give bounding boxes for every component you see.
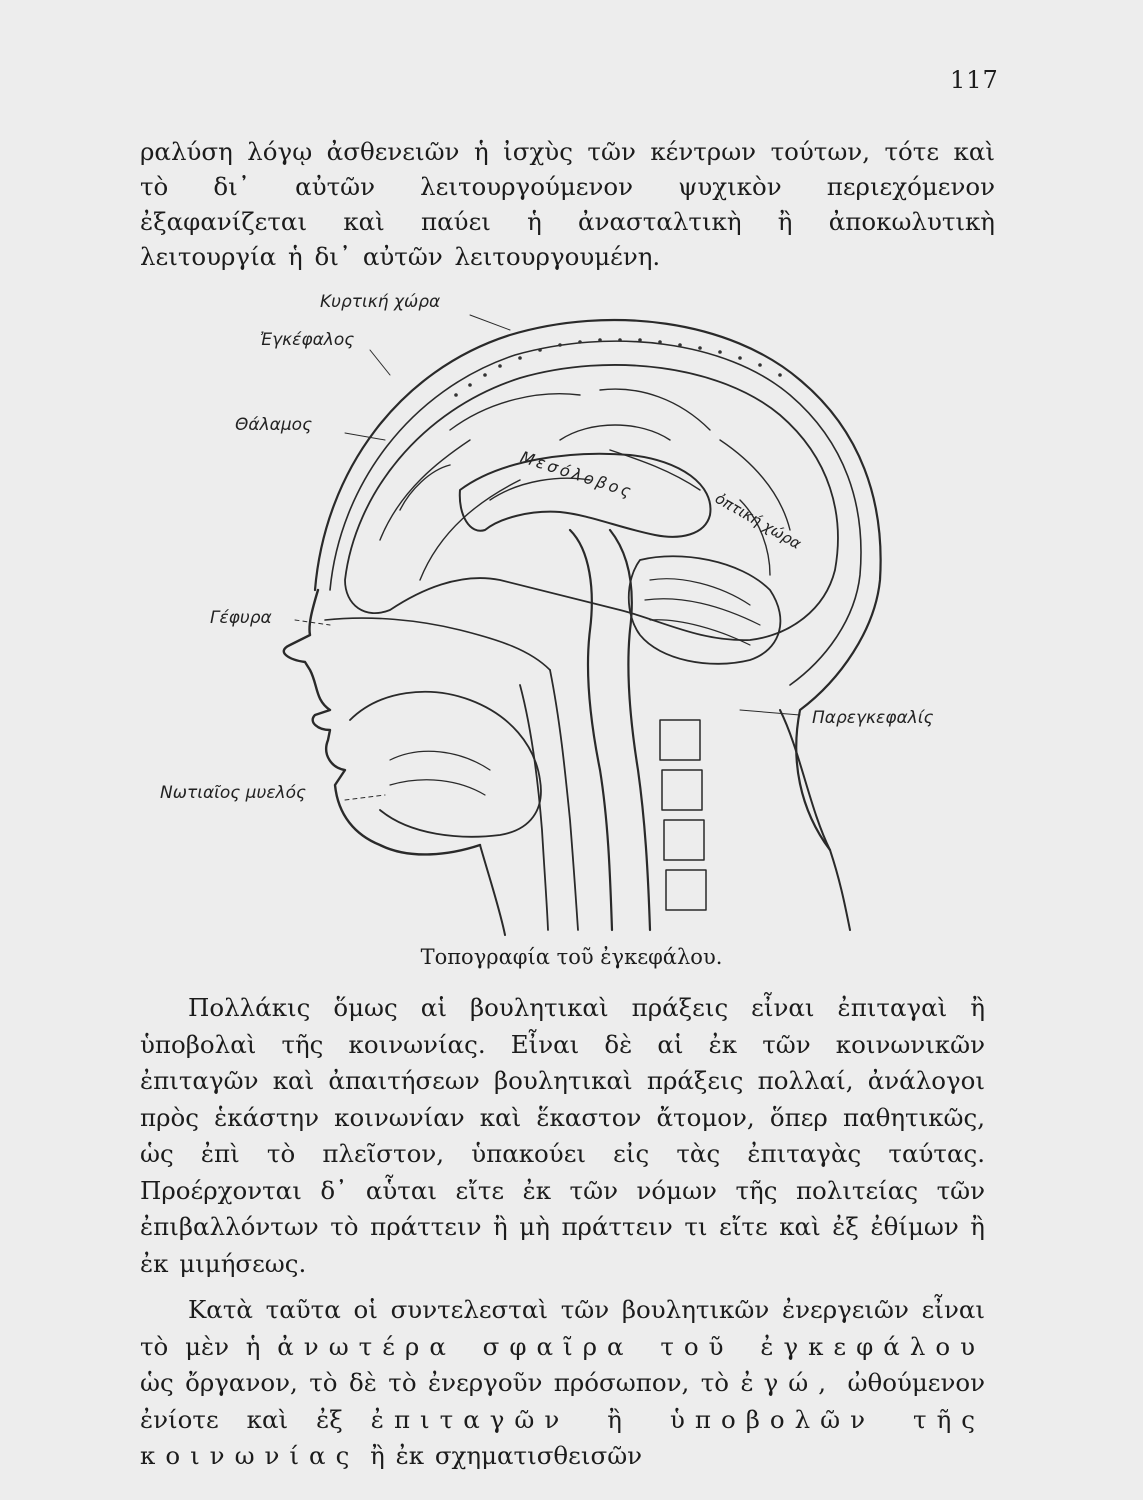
nasal-cavity [325,618,550,670]
label-bridge: Γέφυρα [210,608,272,628]
paragraph-2-part-3: ὠθούμενον ἐνίοτε καὶ ἐξ [140,1368,985,1434]
paragraph-2-part-1: Κατὰ ταῦτα οἱ συντελεσταὶ τῶν βουλητικῶν ἐνεργειῶν εἶναι τὸ μὲν ἡ [140,1295,985,1361]
figure-caption: Τοπογραφία τοῦ ἐγκεφάλου. [420,945,723,969]
cerebellum [629,556,781,664]
paragraph-2-spaced-2: ἐγώ, [740,1368,837,1397]
paragraph-2-part-2: ὡς ὄργανον, τὸ δὲ τὸ ἐνεργοῦν πρόσωπον, τὸ [140,1368,730,1397]
face-profile [284,590,480,854]
label-skull: Κυρτική χώρα [320,292,441,312]
top-paragraph: ραλύση λόγῳ ἀσθενειῶν ἡ ἰσχὺς τῶν κέντρων τούτων, τότε καὶ τὸ δι᾿ αὐτῶν λειτουργούμενον ψυχικὸν περιεχόμενον ἐξαφανίζεται καὶ παύει ἡ ἀνασταλτικὴ ἢ ἀποκωλυτικὴ λειτουργία ἡ δι᾿ αὐτῶν λειτουργουμένη. [140,137,995,271]
paragraph-2-spaced-1: ἀνωτέρα σφαῖρα τοῦ ἐγκεφάλου [277,1331,985,1361]
label-occipital: ὀπτική χώρα [711,489,805,553]
body-text [140,990,985,1475]
label-spinal-cord: Νωτιαῖος μυελός [160,783,306,803]
label-medulla: Παρεγκεφαλίς [812,708,934,728]
page-number: 117 [950,66,999,94]
neck-back [780,710,850,930]
label-brain: Ἐγκέφαλος [260,330,355,350]
brainstem [570,530,612,930]
paragraph-2-part-4: ἢ ἐκ σχηματισθεισῶν [370,1441,643,1470]
label-mesolobos: Μεσόλοβος [517,447,637,502]
label-thalamus: Θάλαμος [235,415,313,435]
paragraph-1: Πολλάκις ὅμως αἱ βουλητικαὶ πράξεις εἶναι ἐπιταγαὶ ἢ ὑποβολαὶ τῆς κοινωνίας. Εἶναι δὲ αἱ ἐκ τῶν κοινωνικῶν ἐπιταγῶν καὶ ἀπαιτήσεων βουλητικαὶ πράξεις πολλαί, ἀνάλογοι πρὸς ἑκάστην κοινωνίαν καὶ ἕκαστον ἄτομον, ὅπερ παθητικῶς, ὡς ἐπὶ τὸ πλεῖστον, ὑπακούει εἰς τὰς ἐπιταγὰς ταύτας. Προέρχονται δ᾿ αὗται εἴτε ἐκ τῶν νόμων τῆς πολιτείας τῶν ἐπιβαλλόντων τὸ πράττειν ἢ μὴ πράττειν τι εἴτε καὶ ἐξ ἐθίμων ἢ ἐκ μιμήσεως. [140,993,985,1278]
tongue [350,692,541,837]
throat [480,845,505,935]
brain-figure [140,290,1000,940]
paragraph-2-spaced-3: ἐπιταγῶν ἢ ὑποβολῶν τῆς κοινωνίας [140,1404,985,1470]
paragraph-2 [140,1292,985,1475]
